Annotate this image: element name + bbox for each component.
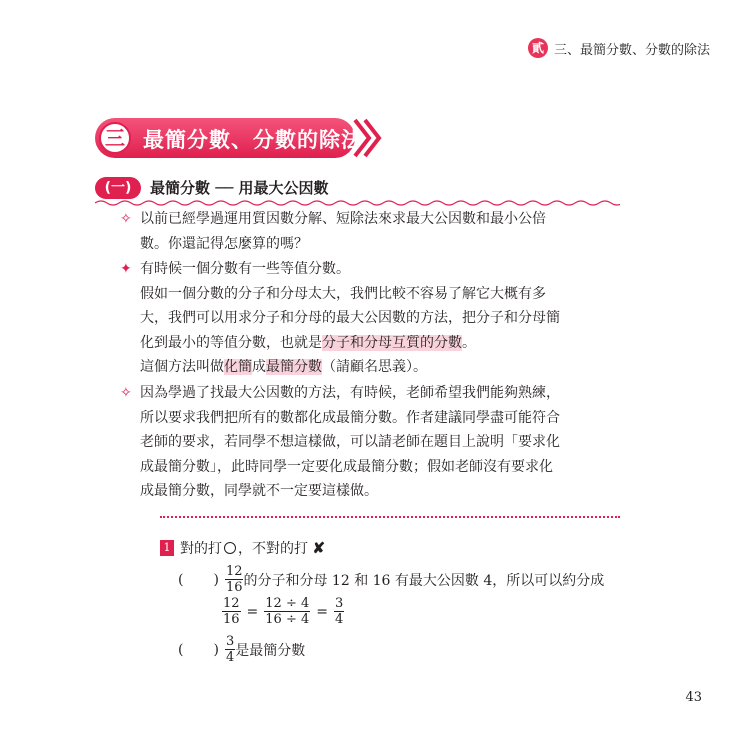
subsection-title: 最簡分數 ── 用最大公因數 — [150, 179, 329, 197]
chevron-right-icon — [351, 118, 383, 158]
chapter-title: 三、最簡分數、分數的除法 — [553, 42, 710, 58]
denominator: 16 — [225, 580, 243, 595]
denominator: 16 ÷ 4 — [265, 612, 310, 627]
answer-paren-close: ) — [213, 641, 219, 658]
running-header — [528, 38, 710, 58]
answer-paren-close: ) — [213, 571, 219, 588]
denominator: 4 — [335, 612, 344, 627]
text-line: 以前已經學過運用質因數分解、短除法來求最大公因數和最小公倍 — [140, 211, 546, 227]
instruction-text: ，不對的打 — [238, 541, 308, 557]
equation — [222, 596, 344, 627]
text-line: 所以要求我們把所有的數都化成最簡分數。作者建議同學盡可能符合 — [140, 409, 560, 426]
text-line: 老師的要求，若同學不想這樣做，可以請老師在題目上說明「要求化 — [140, 434, 560, 450]
chapter-badge: 貳 — [528, 38, 548, 58]
paragraph-3 — [120, 381, 620, 504]
answer-paren-open: ( — [178, 641, 184, 658]
fraction — [264, 596, 310, 627]
text-span: 。 — [462, 334, 476, 351]
question-text: 是最簡分數 — [235, 642, 306, 659]
text-line: 有時候一個分數有一些等值分數。 — [140, 261, 350, 277]
page-number: 43 — [685, 690, 702, 705]
paragraph-2 — [120, 257, 620, 380]
circle-icon — [224, 542, 236, 554]
bullet-hollow-icon: ✧ — [120, 211, 132, 227]
numerator: 12 ÷ 4 — [265, 596, 310, 611]
text-line: 數。你還記得怎麼算的嗎？ — [140, 235, 308, 252]
text-span: 這個方法叫做 — [140, 359, 224, 375]
fraction — [334, 596, 344, 627]
subsection-number: (一) — [95, 177, 141, 199]
fraction — [225, 634, 235, 665]
numerator: 12 — [223, 596, 240, 611]
denominator: 4 — [225, 650, 235, 665]
text-line — [140, 355, 620, 380]
denominator: 16 — [223, 612, 240, 627]
text-span: 成 — [252, 359, 266, 375]
dotted-divider — [160, 516, 620, 518]
question-2 — [178, 634, 305, 665]
question-text: 的分子和分母 12 和 16 有最大公因數 4，所以可以約分成 — [243, 572, 605, 589]
exercise-heading — [160, 538, 325, 558]
answer-paren-open: ( — [178, 571, 184, 588]
text-line: 大，我們可以用求分子和分母的最大公因數的方法，把分子和分母簡 — [140, 310, 560, 326]
text-line: 因為學過了找最大公因數的方法，有時候，老師希望我們能夠熟練， — [140, 385, 560, 401]
text-line: 成最簡分數，同學就不一定要這樣做。 — [140, 483, 378, 499]
highlight-simplest-fraction: 最簡分數 — [266, 359, 322, 375]
text-line: 成最簡分數」，此時同學一定要化成最簡分數；假如老師沒有要求化 — [140, 458, 553, 475]
numerator: 3 — [225, 634, 235, 649]
numerator: 12 — [225, 564, 243, 579]
exercise-number: 1 — [160, 540, 174, 556]
text-span: （請顧名思義）。 — [322, 359, 427, 375]
text-line: 假如一個分數的分子和分母太大，我們比較不容易了解它大概有多 — [140, 285, 546, 302]
highlight-simplify: 化簡 — [224, 359, 252, 375]
equals-sign: = — [316, 603, 328, 620]
equals-sign: = — [246, 603, 259, 620]
text-line — [140, 331, 620, 356]
section-title: 最簡分數、分數的除法 — [143, 128, 363, 152]
section-number: 三 — [99, 122, 131, 154]
bullet-solid-icon: ✦ — [120, 261, 132, 277]
fraction — [222, 596, 241, 627]
highlight-coprime: 分子和分母互質的分數 — [322, 334, 462, 351]
instruction-text: 對的打 — [180, 541, 222, 557]
wavy-underline — [95, 199, 620, 207]
question-1 — [178, 564, 604, 595]
bullet-hollow-icon: ✧ — [120, 385, 132, 401]
cross-icon: ✘ — [312, 539, 326, 557]
section-banner — [95, 118, 385, 158]
numerator: 3 — [335, 596, 344, 611]
text-span: 化到最小的等值分數，也就是 — [140, 334, 322, 351]
exercise-instruction — [180, 538, 325, 558]
paragraph-1 — [120, 207, 620, 256]
fraction — [225, 564, 244, 595]
